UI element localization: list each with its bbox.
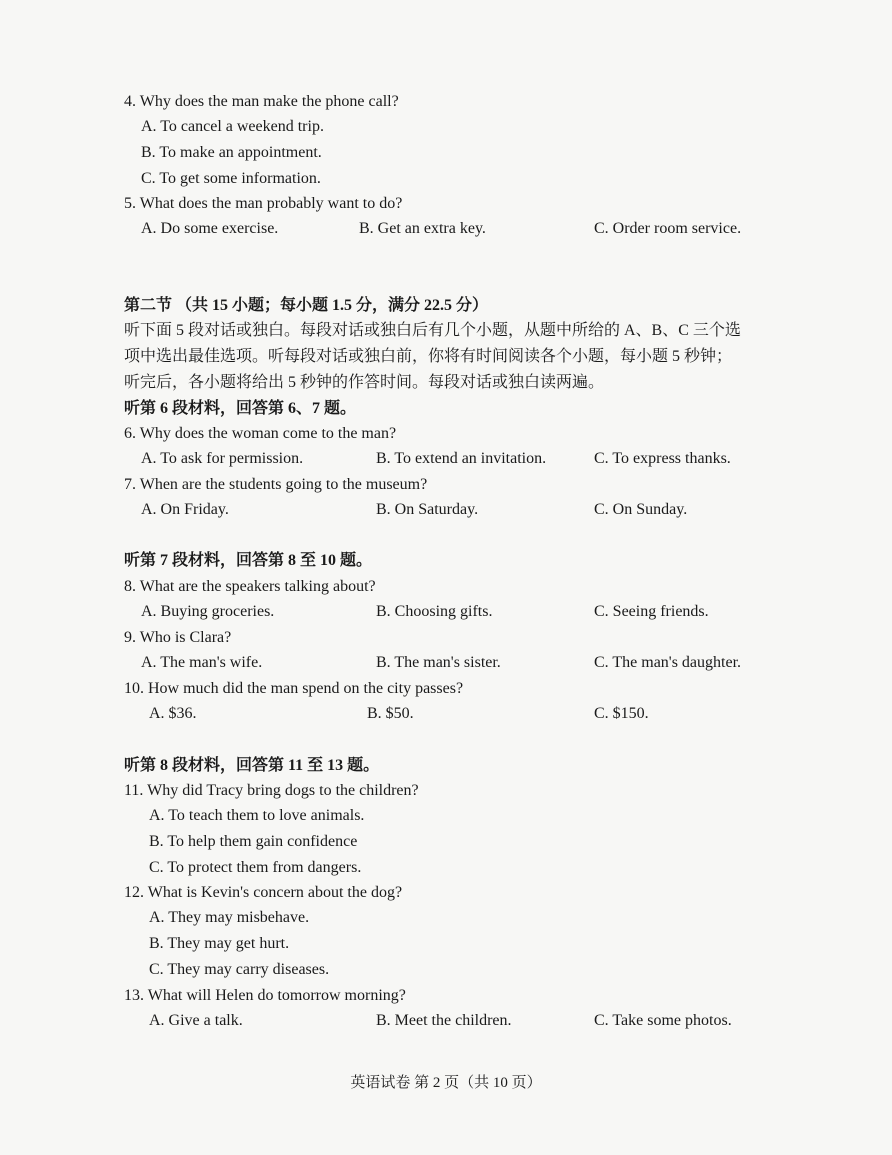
question-6: 6. Why does the woman come to the man? [124, 425, 397, 442]
q12-option-a: A. They may misbehave. [149, 909, 310, 926]
q5-option-c: C. Order room service. [594, 220, 742, 237]
section-2-instruction-line-2: 项中选出最佳选项。听每段对话或独白前，你将有时间阅读各个小题，每小题 5 秒钟； [124, 348, 733, 365]
q6-option-b: B. To extend an invitation. [376, 450, 547, 467]
group-8-heading: 听第 8 段材料，回答第 11 至 13 题。 [124, 757, 380, 774]
question-9: 9. Who is Clara? [124, 629, 232, 646]
question-11: 11. Why did Tracy bring dogs to the children? [124, 782, 419, 799]
question-7: 7. When are the students going to the museum? [124, 476, 428, 493]
q4-option-c: C. To get some information. [141, 170, 321, 187]
group-7-heading: 听第 7 段材料，回答第 8 至 10 题。 [124, 552, 373, 569]
q7-option-b: B. On Saturday. [376, 501, 479, 518]
question-13: 13. What will Helen do tomorrow morning? [124, 987, 406, 1004]
question-8: 8. What are the speakers talking about? [124, 578, 376, 595]
q9-option-b: B. The man's sister. [376, 654, 501, 671]
q4-option-b: B. To make an appointment. [141, 144, 322, 161]
q9-option-c: C. The man's daughter. [594, 654, 742, 671]
q5-option-b: B. Get an extra key. [359, 220, 486, 237]
q6-option-a: A. To ask for permission. [141, 450, 304, 467]
q11-option-b: B. To help them gain confidence [149, 833, 358, 850]
section-2-instruction-line-3: 听完后，各小题将给出 5 秒钟的作答时间。每段对话或独白读两遍。 [124, 374, 605, 391]
q12-option-c: C. They may carry diseases. [149, 961, 330, 978]
q10-option-c: C. $150. [594, 705, 649, 722]
question-5: 5. What does the man probably want to do? [124, 195, 403, 212]
q9-option-a: A. The man's wife. [141, 654, 263, 671]
q11-option-c: C. To protect them from dangers. [149, 859, 362, 876]
q8-option-a: A. Buying groceries. [141, 603, 275, 620]
page-footer: 英语试卷 第 2 页（共 10 页） [350, 1075, 542, 1091]
question-10: 10. How much did the man spend on the city passes? [124, 680, 464, 697]
q11-option-a: A. To teach them to love animals. [149, 807, 365, 824]
q7-option-c: C. On Sunday. [594, 501, 688, 518]
q13-option-b: B. Meet the children. [376, 1012, 512, 1029]
question-4: 4. Why does the man make the phone call? [124, 93, 399, 110]
question-12: 12. What is Kevin's concern about the dog? [124, 884, 403, 901]
q13-option-c: C. Take some photos. [594, 1012, 732, 1029]
q8-option-c: C. Seeing friends. [594, 603, 709, 620]
q5-option-a: A. Do some exercise. [141, 220, 279, 237]
section-2-instruction-line-1: 听下面 5 段对话或独白。每段对话或独白后有几个小题，从题中所给的 A、B、C 三个选 [124, 322, 741, 339]
q10-option-a: A. $36. [149, 705, 197, 722]
q4-option-a: A. To cancel a weekend trip. [141, 118, 324, 135]
section-2-heading: 第二节 （共 15 小题；每小题 1.5 分，满分 22.5 分） [124, 297, 489, 314]
q13-option-a: A. Give a talk. [149, 1012, 243, 1029]
q12-option-b: B. They may get hurt. [149, 935, 290, 952]
q10-option-b: B. $50. [367, 705, 414, 722]
q6-option-c: C. To express thanks. [594, 450, 731, 467]
q8-option-b: B. Choosing gifts. [376, 603, 493, 620]
group-6-heading: 听第 6 段材料，回答第 6、7 题。 [124, 400, 357, 417]
q7-option-a: A. On Friday. [141, 501, 229, 518]
